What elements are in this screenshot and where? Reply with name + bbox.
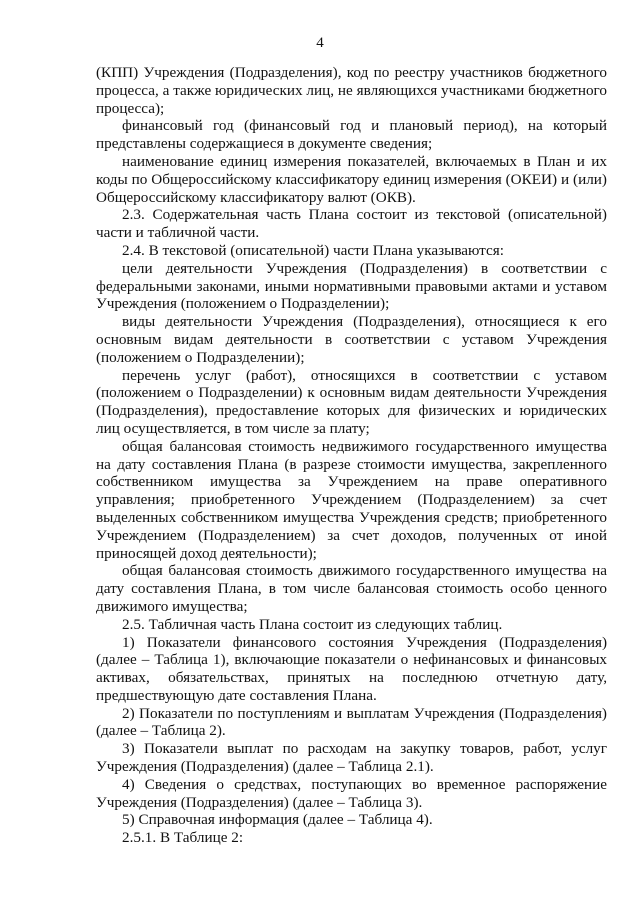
page-number: 4 — [316, 35, 324, 51]
paragraph: 1) Показатели финансового состояния Учреждения (Подразделения) (далее – Таблица 1), включающие показатели о нефинансовых и финансовых активах, обязательствах, принятых на последнюю отчетную дату, предшествующую дате составления Плана. — [96, 633, 607, 704]
paragraph: наименование единиц измерения показателей, включаемых в План и их коды по Общероссийскому классификатору единиц измерения (ОКЕИ) и (или) Общероссийскому классификатору валют (ОКВ). — [96, 152, 607, 206]
paragraph: перечень услуг (работ), относящихся в соответствии с уставом (положением о Подразделении) к основным видам деятельности Учреждения (Подразделения), предоставление которых для физических и юридических лиц осуществляется, в том числе за плату; — [96, 366, 607, 437]
paragraph: общая балансовая стоимость недвижимого государственного имущества на дату составления Плана (в разрезе стоимости имущества, закрепленного собственником имущества за Учреждением на праве оперативного управления; приобретенного Учреждением (Подразделением) за счет выделенных собственником имущества Учреждения средств; приобретенного Учреждением (Подразделением) за счет доходов, полученных от иной приносящей доход деятельности); — [96, 437, 607, 562]
paragraph: общая балансовая стоимость движимого государственного имущества на дату составления Плана, в том числе балансовая стоимость особо ценного движимого имущества; — [96, 562, 607, 615]
paragraph: финансовый год (финансовый год и плановый период), на который представлены содержащиеся в документе сведения; — [96, 117, 607, 153]
paragraph: виды деятельности Учреждения (Подразделения), относящиеся к его основным видам деятельности в соответствии с уставом Учреждения (положением о Подразделении); — [96, 313, 607, 366]
paragraph: 2.5.1. В Таблице 2: — [122, 829, 244, 847]
paragraph: цели деятельности Учреждения (Подразделения) в соответствии с федеральными законами, иными нормативными правовыми актами и уставом Учреждения (положением о Подразделении); — [96, 259, 607, 313]
paragraph: 2) Показатели по поступлениям и выплатам Учреждения (Подразделения) (далее – Таблица 2). — [96, 704, 607, 740]
paragraph: 2.4. В текстовой (описательной) части Плана указываются: — [122, 241, 504, 259]
document-body — [96, 64, 607, 847]
paragraph: 5) Справочная информация (далее – Таблица 4). — [122, 811, 433, 829]
paragraph: 2.3. Содержательная часть Плана состоит из текстовой (описательной) части и табличной части. — [96, 206, 607, 242]
paragraph: (КПП) Учреждения (Подразделения), код по реестру участников бюджетного процесса, а также юридических лиц, не являющихся участниками бюджетного процесса); — [96, 64, 607, 117]
paragraph: 2.5. Табличная часть Плана состоит из следующих таблиц. — [122, 615, 503, 633]
paragraph: 3) Показатели выплат по расходам на закупку товаров, работ, услуг Учреждения (Подразделения) (далее – Таблица 2.1). — [96, 740, 607, 776]
paragraph: 4) Сведения о средствах, поступающих во временное распоряжение Учреждения (Подразделения) (далее – Таблица 3). — [96, 775, 607, 811]
